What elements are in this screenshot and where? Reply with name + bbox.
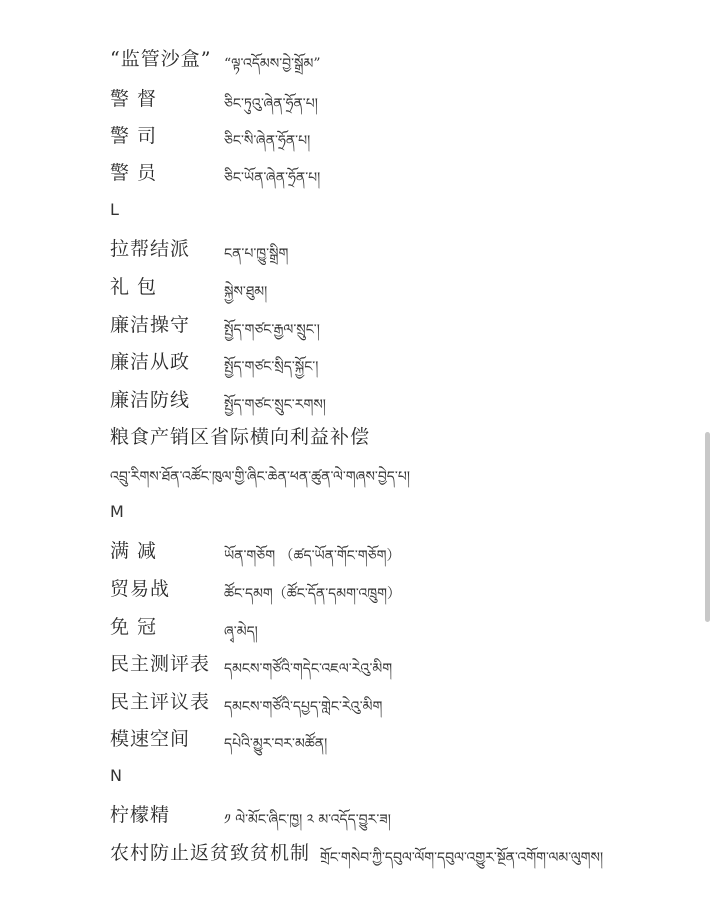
- chinese-term: 礼 包: [110, 276, 158, 298]
- chinese-term: 警 督: [110, 88, 158, 110]
- chinese-term: 民主评议表: [110, 691, 211, 713]
- tibetan-translation: དམངས་གཙོའི་གདེང་འཇལ་རེའུ་མིག: [224, 661, 393, 677]
- chinese-term: 满 减: [110, 540, 158, 562]
- chinese-term: 农村防止返贫致贫机制: [110, 842, 311, 864]
- tibetan-translation: སྐྱེས་ཐུམ།: [224, 284, 268, 300]
- tibetan-translation: ༡ ལེ་མོང་ཞིང་ཁྱ། ༢ མ་འདོད་བྱུར་ཟ།: [224, 812, 391, 828]
- chinese-term: “监管沙盒”: [110, 48, 212, 70]
- chinese-term: 廉洁防线: [110, 389, 191, 411]
- chinese-term: 民主测评表: [110, 653, 211, 675]
- tibetan-translation: “ལྟ་འདོམས་བྱེ་སྒྲོམ”: [224, 56, 321, 72]
- section-letter: N: [110, 766, 122, 785]
- tibetan-translation: འབྲུ་རིགས་ཐོན་འཚོང་ཁུལ་གྱི་ཞིང་ཆེན་ཕན་ཚུན་ལེ་གཞས་བྱེད་པ།: [110, 469, 410, 485]
- chinese-term: 粮食产销区省际横向利益补偿: [110, 426, 371, 448]
- chinese-term: 警 司: [110, 125, 158, 147]
- chinese-term: 拉帮结派: [110, 238, 191, 260]
- tibetan-translation: གྲོང་གསེབ་ཀྱི་དབུལ་ལོག་དབུལ་འགྱུར་སྔོན་འགོག་ལམ་ལུགས།: [320, 850, 604, 866]
- tibetan-translation: ངན་པ་ཁྱུ་སྒྲིག: [224, 246, 289, 262]
- tibetan-translation: ཡོན་གཅོག （ཚད་ཡོན་གོང་གཅོག）: [224, 548, 401, 564]
- chinese-term: 警 员: [110, 162, 158, 184]
- tibetan-translation: སྤྱོད་གཙང་སྲུང་རགས།: [224, 397, 326, 413]
- chinese-term: 廉洁操守: [110, 314, 191, 336]
- tibetan-translation: ཅིང་སི་ཞེན་ཧྲོན་པ།: [224, 133, 311, 149]
- tibetan-translation: དཔེའི་མྱུར་བར་མཚོན།: [224, 736, 328, 752]
- chinese-term: 柠檬精: [110, 804, 171, 826]
- tibetan-translation: སྤྱོད་གཙང་སྲིད་སྐྱོང་།: [224, 359, 319, 375]
- tibetan-translation: ཅིང་ཡོན་ཞེན་ཧྲོན་པ།: [224, 170, 321, 186]
- chinese-term: 贸易战: [110, 578, 171, 600]
- tibetan-translation: ཞྭ་མེད།: [224, 624, 258, 640]
- section-letter: M: [110, 502, 124, 521]
- chinese-term: 免 冠: [110, 616, 158, 638]
- tibetan-translation: ཅིང་ཏུའུ་ཞེན་ཧྲོན་པ།: [224, 96, 318, 112]
- chinese-term: 廉洁从政: [110, 351, 191, 373]
- scrollbar[interactable]: [705, 432, 710, 622]
- tibetan-translation: ཚོང་དམག（ཚོང་དོན་དམག་འཁྲུག）: [224, 586, 401, 602]
- tibetan-translation: དམངས་གཙོའི་དཔྱད་གླེང་རེའུ་མིག: [224, 699, 383, 715]
- chinese-term: 模速空间: [110, 728, 191, 750]
- section-letter: L: [110, 200, 119, 219]
- tibetan-translation: སྤྱོད་གཙང་རྒྱལ་སྲུང་།: [224, 322, 320, 338]
